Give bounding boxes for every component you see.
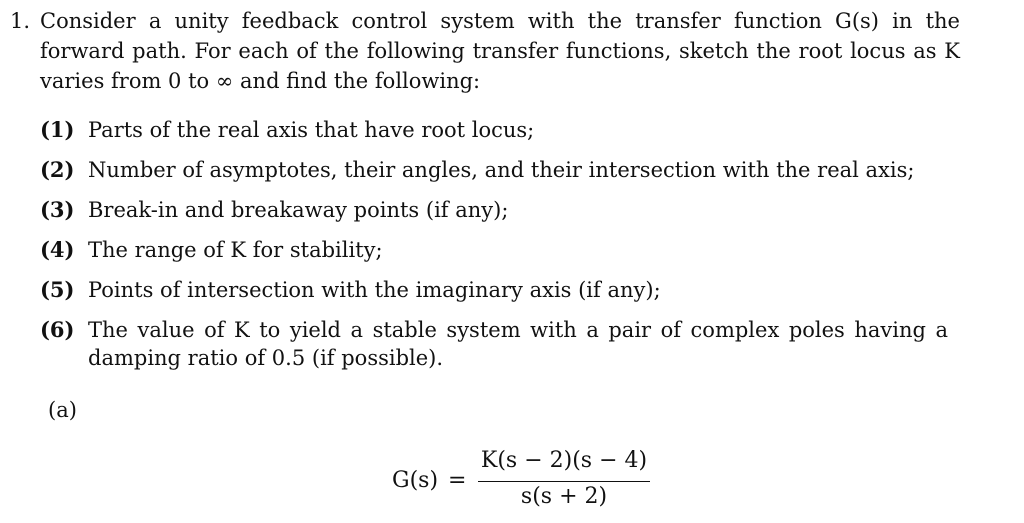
equals-sign: =: [448, 468, 467, 493]
requirements-list: [40, 116, 950, 380]
list-item: [40, 196, 950, 236]
fraction-bar: [478, 481, 650, 482]
item-number: (1): [40, 117, 75, 142]
problem-number: 1.: [10, 9, 31, 33]
item-text: Points of intersection with the imaginary axis (if any);: [88, 278, 661, 302]
item-number: (4): [40, 237, 75, 262]
item-number: (2): [40, 157, 75, 182]
equation-numerator: K(s − 2)(s − 4): [480, 448, 648, 473]
item-text: The range of K for stability;: [88, 238, 383, 262]
item-text: Parts of the real axis that have root locus;: [88, 118, 535, 142]
part-label: (a): [48, 398, 77, 422]
equation-lhs: G(s): [392, 468, 439, 493]
list-item: [40, 276, 950, 316]
item-text: Number of asymptotes, their angles, and their intersection with the real axis;: [88, 158, 915, 182]
list-item: [40, 236, 950, 276]
list-item: [40, 156, 950, 196]
item-text: The value of K to yield a stable system with a pair of complex poles having a damping ratio of 0.5 (if possible).: [88, 318, 948, 370]
equation-denominator: s(s + 2): [520, 484, 608, 509]
item-number: (6): [40, 317, 75, 342]
item-number: (3): [40, 197, 75, 222]
problem-text: Consider a unity feedback control system with the transfer function G(s) in the forward path. For each of the following transfer functions, sketch the root locus as K varies from 0 to ∞ and find the following:: [40, 9, 960, 93]
item-text: Break-in and breakaway points (if any);: [88, 198, 509, 222]
list-item: [40, 116, 950, 156]
item-number: (5): [40, 277, 75, 302]
list-item: [40, 316, 950, 380]
